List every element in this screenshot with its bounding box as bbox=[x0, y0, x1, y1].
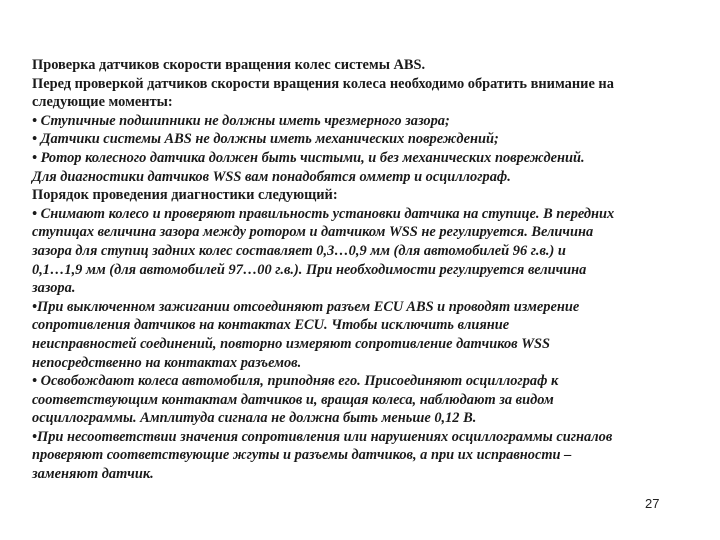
bullet-line: • Снимают колесо и проверяют правильность установки датчика на ступице. В передних bbox=[32, 205, 615, 222]
paragraph-line: ступицах величина зазора между ротором и датчиком WSS не регулируется. Величина bbox=[32, 224, 594, 241]
paragraph-line: сопротивления датчиков на контактах ECU. Чтобы исключить влияние bbox=[32, 317, 510, 334]
bullet-line: • Датчики системы ABS не должны иметь механических повреждений; bbox=[32, 131, 499, 148]
paragraph-line: непосредственно на контактах разъемов. bbox=[32, 354, 302, 371]
slide-text-body bbox=[32, 56, 692, 484]
page-number: 27 bbox=[645, 496, 660, 511]
paragraph-line: заменяют датчик. bbox=[32, 466, 154, 483]
paragraph-line: зазора. bbox=[32, 280, 76, 297]
intro-line: следующие моменты: bbox=[32, 94, 173, 111]
paragraph-line: Для диагностики датчиков WSS вам понадобятся омметр и осциллограф. bbox=[32, 168, 511, 185]
paragraph-line: зазора для ступиц задних колес составляет 0,3…0,9 мм (для автомобилей 96 г.в.) и bbox=[32, 242, 566, 259]
paragraph-line: неисправностей соединений, повторно измеряют сопротивление датчиков WSS bbox=[32, 335, 550, 352]
paragraph-line: соответствующим контактам датчиков и, вращая колеса, наблюдают за видом bbox=[32, 391, 554, 408]
bullet-line: • Ротор колесного датчика должен быть чистыми, и без механических повреждений. bbox=[32, 149, 585, 166]
title-line: Проверка датчиков скорости вращения колес системы ABS. bbox=[32, 57, 426, 73]
bullet-line: • Освобождают колеса автомобиля, приподняв его. Присоединяют осциллограф к bbox=[32, 373, 559, 390]
paragraph-line: 0,1…1,9 мм (для автомобилей 97…00 г.в.). При необходимости регулируется величина bbox=[32, 261, 587, 278]
paragraph-line: осциллограммы. Амплитуда сигнала не должна быть меньше 0,12 В. bbox=[32, 410, 477, 427]
intro-line: Перед проверкой датчиков скорости вращения колеса необходимо обратить внимание на bbox=[32, 75, 614, 92]
bullet-line: •При несоответствии значения сопротивления или нарушениях осциллограммы сигналов bbox=[32, 428, 613, 445]
bullet-line: • Ступичные подшипники не должны иметь чрезмерного зазора; bbox=[32, 112, 450, 129]
bullet-line: •При выключенном зажигании отсоединяют разъем ECU ABS и проводят измерение bbox=[32, 298, 580, 315]
section-heading-line: Порядок проведения диагностики следующий: bbox=[32, 187, 338, 204]
paragraph-line: проверяют соответствующие жгуты и разъемы датчиков, а при их исправности – bbox=[32, 447, 572, 464]
